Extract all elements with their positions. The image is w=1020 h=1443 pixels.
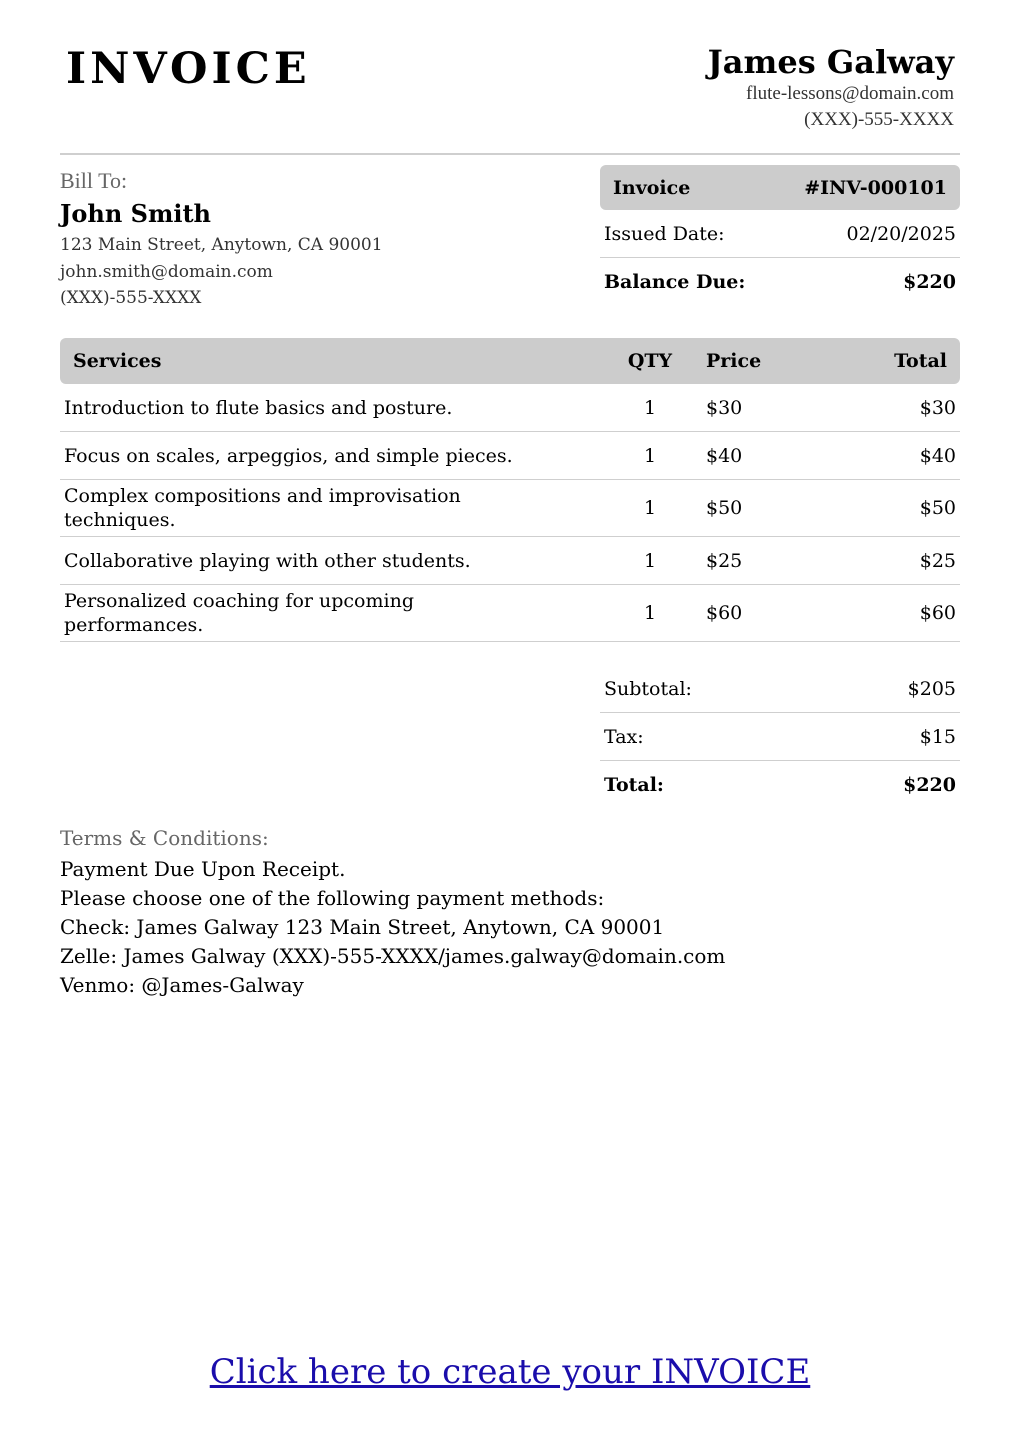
row-price: $60	[706, 602, 743, 624]
row-description: Complex compositions and improvisation techniques.	[64, 485, 461, 531]
bill-to-label: Bill To:	[60, 168, 128, 193]
terms-line: Venmo: @James-Galway	[60, 973, 304, 997]
subtotal-row	[600, 665, 960, 713]
row-price: $40	[706, 444, 743, 467]
balance-due-label: Balance Due:	[604, 270, 746, 293]
invoice-label: Invoice	[613, 176, 691, 199]
terms-line: Zelle: James Galway (XXX)-555-XXXX/james.galway@domain.com	[60, 944, 726, 968]
row-qty: 1	[643, 602, 657, 624]
terms-line: Check: James Galway 123 Main Street, Anytown, CA 90001	[60, 915, 665, 939]
table-row	[60, 537, 960, 585]
table-row	[60, 480, 960, 537]
table-row	[60, 585, 960, 642]
row-description: Introduction to flute basics and posture.	[64, 396, 453, 419]
client-email: john.smith@domain.com	[60, 262, 273, 282]
client-name: John Smith	[60, 199, 211, 228]
header-divider	[60, 153, 960, 155]
totals-box	[600, 665, 960, 808]
tax-label: Tax:	[604, 725, 644, 748]
issued-date-row	[600, 210, 960, 258]
subtotal-value: $205	[907, 677, 956, 700]
row-price: $25	[706, 549, 743, 572]
balance-due-value: $220	[903, 270, 956, 293]
services-table-header	[60, 338, 960, 384]
services-table	[60, 338, 960, 642]
header-qty: QTY	[627, 350, 673, 372]
grand-total-label: Total:	[604, 773, 664, 796]
issued-date-value: 02/20/2025	[846, 222, 956, 245]
row-total: $60	[919, 602, 956, 624]
row-qty: 1	[643, 444, 657, 467]
subtotal-label: Subtotal:	[604, 677, 692, 700]
table-row	[60, 432, 960, 480]
grand-total-row	[600, 761, 960, 808]
invoice-meta-box	[600, 165, 960, 305]
row-qty: 1	[643, 396, 657, 419]
terms-line: Please choose one of the following payment methods:	[60, 886, 605, 910]
row-price: $30	[706, 396, 743, 419]
row-qty: 1	[643, 549, 657, 572]
row-total: $50	[919, 497, 956, 519]
terms-label: Terms & Conditions:	[60, 826, 269, 850]
client-address: 123 Main Street, Anytown, CA 90001	[60, 235, 383, 255]
row-total: $30	[919, 396, 956, 419]
row-description: Focus on scales, arpeggios, and simple pieces.	[64, 444, 513, 467]
invoice-number-header	[600, 165, 960, 210]
header-services: Services	[73, 350, 162, 372]
issued-date-label: Issued Date:	[604, 222, 725, 245]
row-price: $50	[706, 497, 743, 519]
tax-value: $15	[919, 725, 956, 748]
invoice-title: INVOICE	[66, 44, 311, 94]
invoice-number: #INV-000101	[804, 176, 947, 199]
terms-line: Payment Due Upon Receipt.	[60, 857, 346, 881]
sender-phone: (XXX)-555-XXXX	[804, 108, 954, 130]
table-row	[60, 384, 960, 432]
sender-name: James Galway	[707, 43, 954, 81]
header-price: Price	[706, 350, 762, 372]
grand-total-value: $220	[903, 773, 956, 796]
row-description: Personalized coaching for upcoming performances.	[64, 590, 414, 636]
balance-due-row	[600, 258, 960, 305]
create-invoice-link[interactable]: Click here to create your INVOICE	[209, 1352, 811, 1392]
row-total: $25	[919, 549, 956, 572]
row-total: $40	[919, 444, 956, 467]
client-phone: (XXX)-555-XXXX	[60, 288, 202, 308]
tax-row	[600, 713, 960, 761]
row-qty: 1	[643, 497, 657, 519]
sender-email: flute-lessons@domain.com	[746, 82, 954, 104]
sender-block	[708, 44, 954, 133]
row-description: Collaborative playing with other students.	[64, 549, 471, 572]
header-total: Total	[894, 350, 947, 372]
